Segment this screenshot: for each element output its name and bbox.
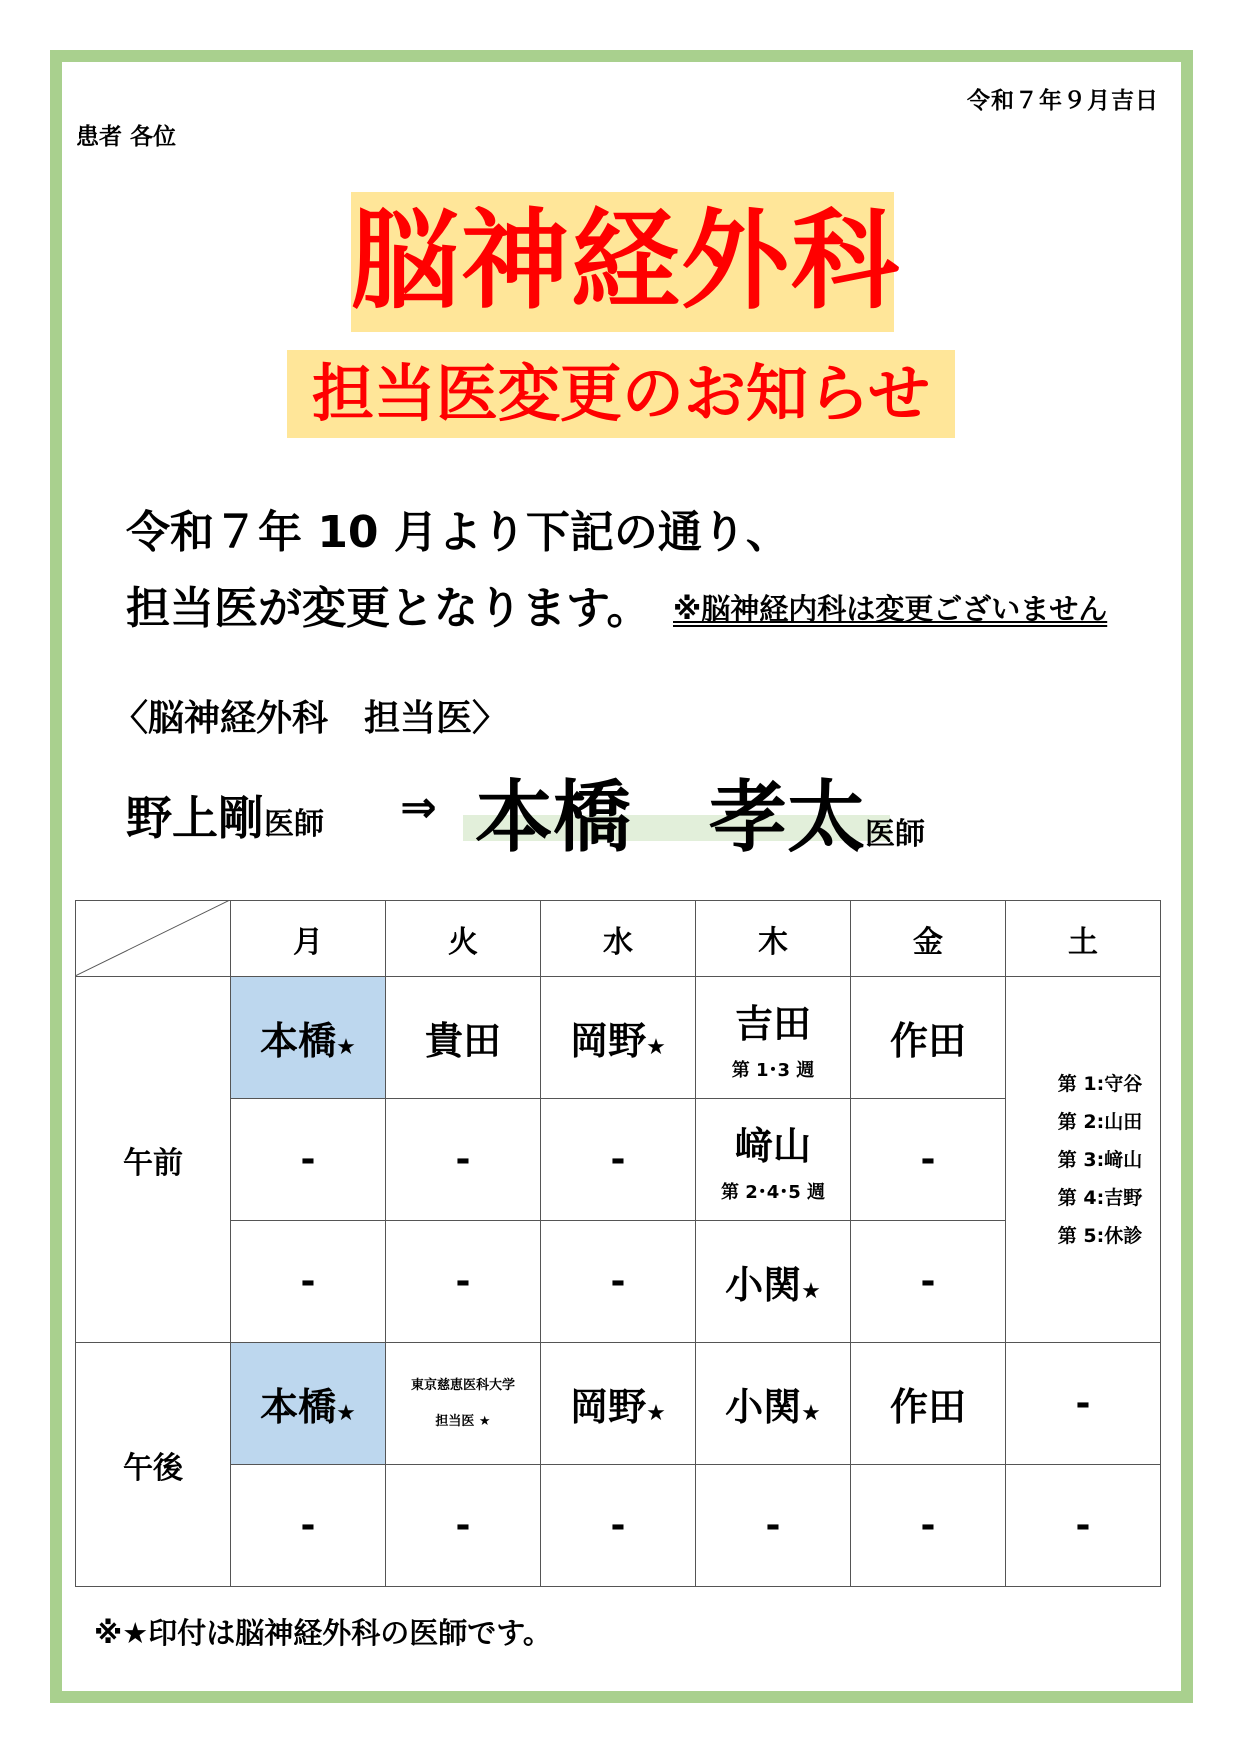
cell-am1-tue: 貴田 [386,977,541,1099]
new-doctor-name: 本橋 孝太 [475,773,866,863]
cell-pm1-mon: 本橋★ [231,1343,386,1465]
cell-am-sat: 第 1:守谷 第 2:山田 第 3:﨑山 第 4:吉野 第 5:休診 [1006,977,1161,1343]
cell-am3-wed: - [541,1221,696,1343]
cell-pm1-wed: 岡野★ [541,1343,696,1465]
day-thu: 木 [696,901,851,977]
cell-am3-mon: - [231,1221,386,1343]
cell-am3-tue: - [386,1221,541,1343]
old-doctor-suffix: 医師 [264,807,324,842]
cell-pm2-tue: - [386,1465,541,1587]
cell-pm2-sat: - [1006,1465,1161,1587]
cell-am1-mon: 本橋★ [231,977,386,1099]
star-icon: ★ [801,1401,821,1426]
day-tue: 火 [386,901,541,977]
cell-pm1-thu: 小関★ [696,1343,851,1465]
cell-pm1-fri: 作田 [851,1343,1006,1465]
corner-cell [76,901,231,977]
lead-line-1: 令和７年 10 月より下記の通り、 [126,507,790,558]
cell-am2-fri: - [851,1099,1006,1221]
day-fri: 金 [851,901,1006,977]
star-icon: ★ [801,1279,821,1304]
table-row [76,1099,1161,1221]
old-doctor [126,782,324,848]
cell-pm1-sat: - [1006,1343,1161,1465]
recipient: 患者 各位 [76,124,177,150]
notice-date: 令和７年９月吉日 [967,88,1159,114]
table-row [76,1221,1161,1343]
cell-pm2-mon: - [231,1465,386,1587]
cell-am2-mon: - [231,1099,386,1221]
star-icon: ★ [336,1035,356,1060]
cell-am3-fri: - [851,1221,1006,1343]
star-icon: ★ [646,1401,666,1426]
table-row [76,1465,1161,1587]
star-icon: ★ [646,1035,666,1060]
cell-am3-thu: 小関★ [696,1221,851,1343]
day-wed: 水 [541,901,696,977]
lead-line-2: 担当医が変更となります。 [126,583,651,634]
new-doctor [475,755,925,867]
day-mon: 月 [231,901,386,977]
table-row [76,977,1161,1099]
cell-am2-thu: 﨑山 第 2･4･5 週 [696,1099,851,1221]
cell-am1-thu: 吉田 第 1･3 週 [696,977,851,1099]
lead-note: ※脳神経内科は変更ございません [673,592,1108,626]
cell-am2-tue: - [386,1099,541,1221]
cell-pm2-fri: - [851,1465,1006,1587]
cell-am1-fri: 作田 [851,977,1006,1099]
section-heading: 〈脳神経外科 担当医〉 [112,698,509,739]
am-label: 午前 [76,977,231,1343]
footnote: ※★印付は脳神経外科の医師です。 [94,1616,552,1650]
star-icon: ★ [336,1401,356,1426]
old-doctor-name: 野上剛 [126,791,264,845]
arrow-icon: ⇒ [400,782,437,833]
cell-am2-wed: - [541,1099,696,1221]
title-main: 脳神経外科 [351,192,894,332]
cell-am1-wed: 岡野★ [541,977,696,1099]
day-sat: 土 [1006,901,1161,977]
pm-label: 午後 [76,1343,231,1587]
table-row [76,1343,1161,1465]
cell-pm2-wed: - [541,1465,696,1587]
title-sub: 担当医変更のお知らせ [287,350,955,438]
cell-pm1-tue: 東京慈恵医科大学 担当医 ★ [386,1343,541,1465]
cell-pm2-thu: - [696,1465,851,1587]
new-doctor-suffix: 医師 [865,817,926,852]
table-header-row [76,901,1161,977]
schedule-table [75,900,1161,1587]
